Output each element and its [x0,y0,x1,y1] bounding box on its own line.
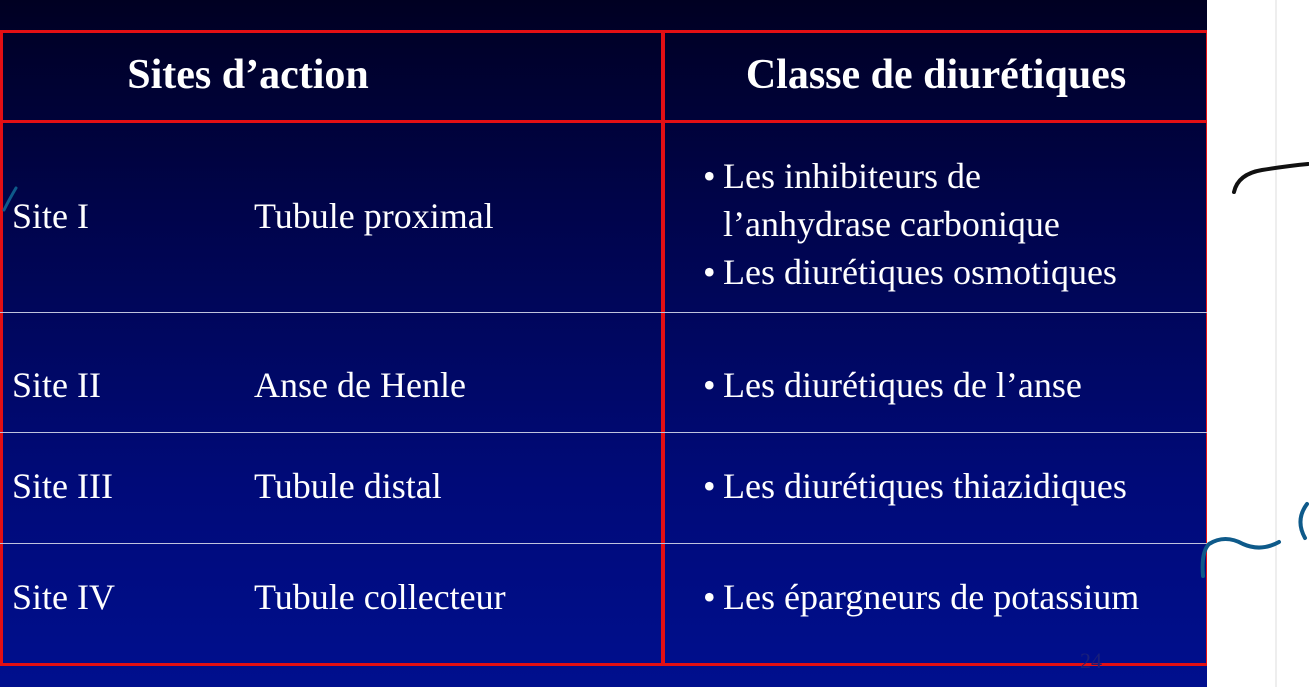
row-1-location: Tubule proximal [254,196,494,236]
row-divider [0,312,1207,313]
diuretics-table [0,30,1207,663]
row-3-classes [703,468,1127,504]
row-divider [0,543,1207,544]
row-3-class-item [703,468,1127,504]
row-2-classes [703,367,1082,403]
table-outer-border [0,30,1207,666]
row-1-class-1-line-1: • Les inhibiteurs de [723,156,981,196]
row-1-class-1-line-2: l’anhydrase carbonique [723,204,1060,244]
row-2-location: Anse de Henle [254,365,466,405]
pen-stroke-black [1232,160,1309,200]
row-divider [0,432,1207,433]
row-2-class-1: • Les diurétiques de l’anse [723,365,1082,405]
column-divider [661,30,665,666]
row-4-class-1: • Les épargneurs de potassium [723,577,1140,617]
row-4-class-item [703,579,1139,615]
row-1-classes [703,158,1117,290]
header-classe-diuretiques: Classe de diurétiques [745,52,1127,98]
pen-stroke-blue [1195,500,1309,590]
row-4-classes [703,579,1139,615]
row-3-location: Tubule distal [254,466,442,506]
row-4-location: Tubule collecteur [254,577,506,617]
row-1-class-2-line-1: • Les diurétiques osmotiques [723,252,1117,292]
row-3-class-1: • Les diurétiques thiazidiques [723,466,1127,506]
row-3-site: Site III [12,466,113,506]
row-1-class-item [703,254,1117,290]
row-2-site: Site II [12,365,101,405]
row-1-site: Site I [12,196,89,236]
row-1-class-item [703,158,1117,242]
header-divider [0,120,1207,123]
row-2-class-item [703,367,1082,403]
row-4-site: Site IV [12,577,115,617]
header-sites-action: Sites d’action [127,52,369,98]
pen-tick-mark [0,180,20,220]
page-number: 24 [1080,648,1102,673]
